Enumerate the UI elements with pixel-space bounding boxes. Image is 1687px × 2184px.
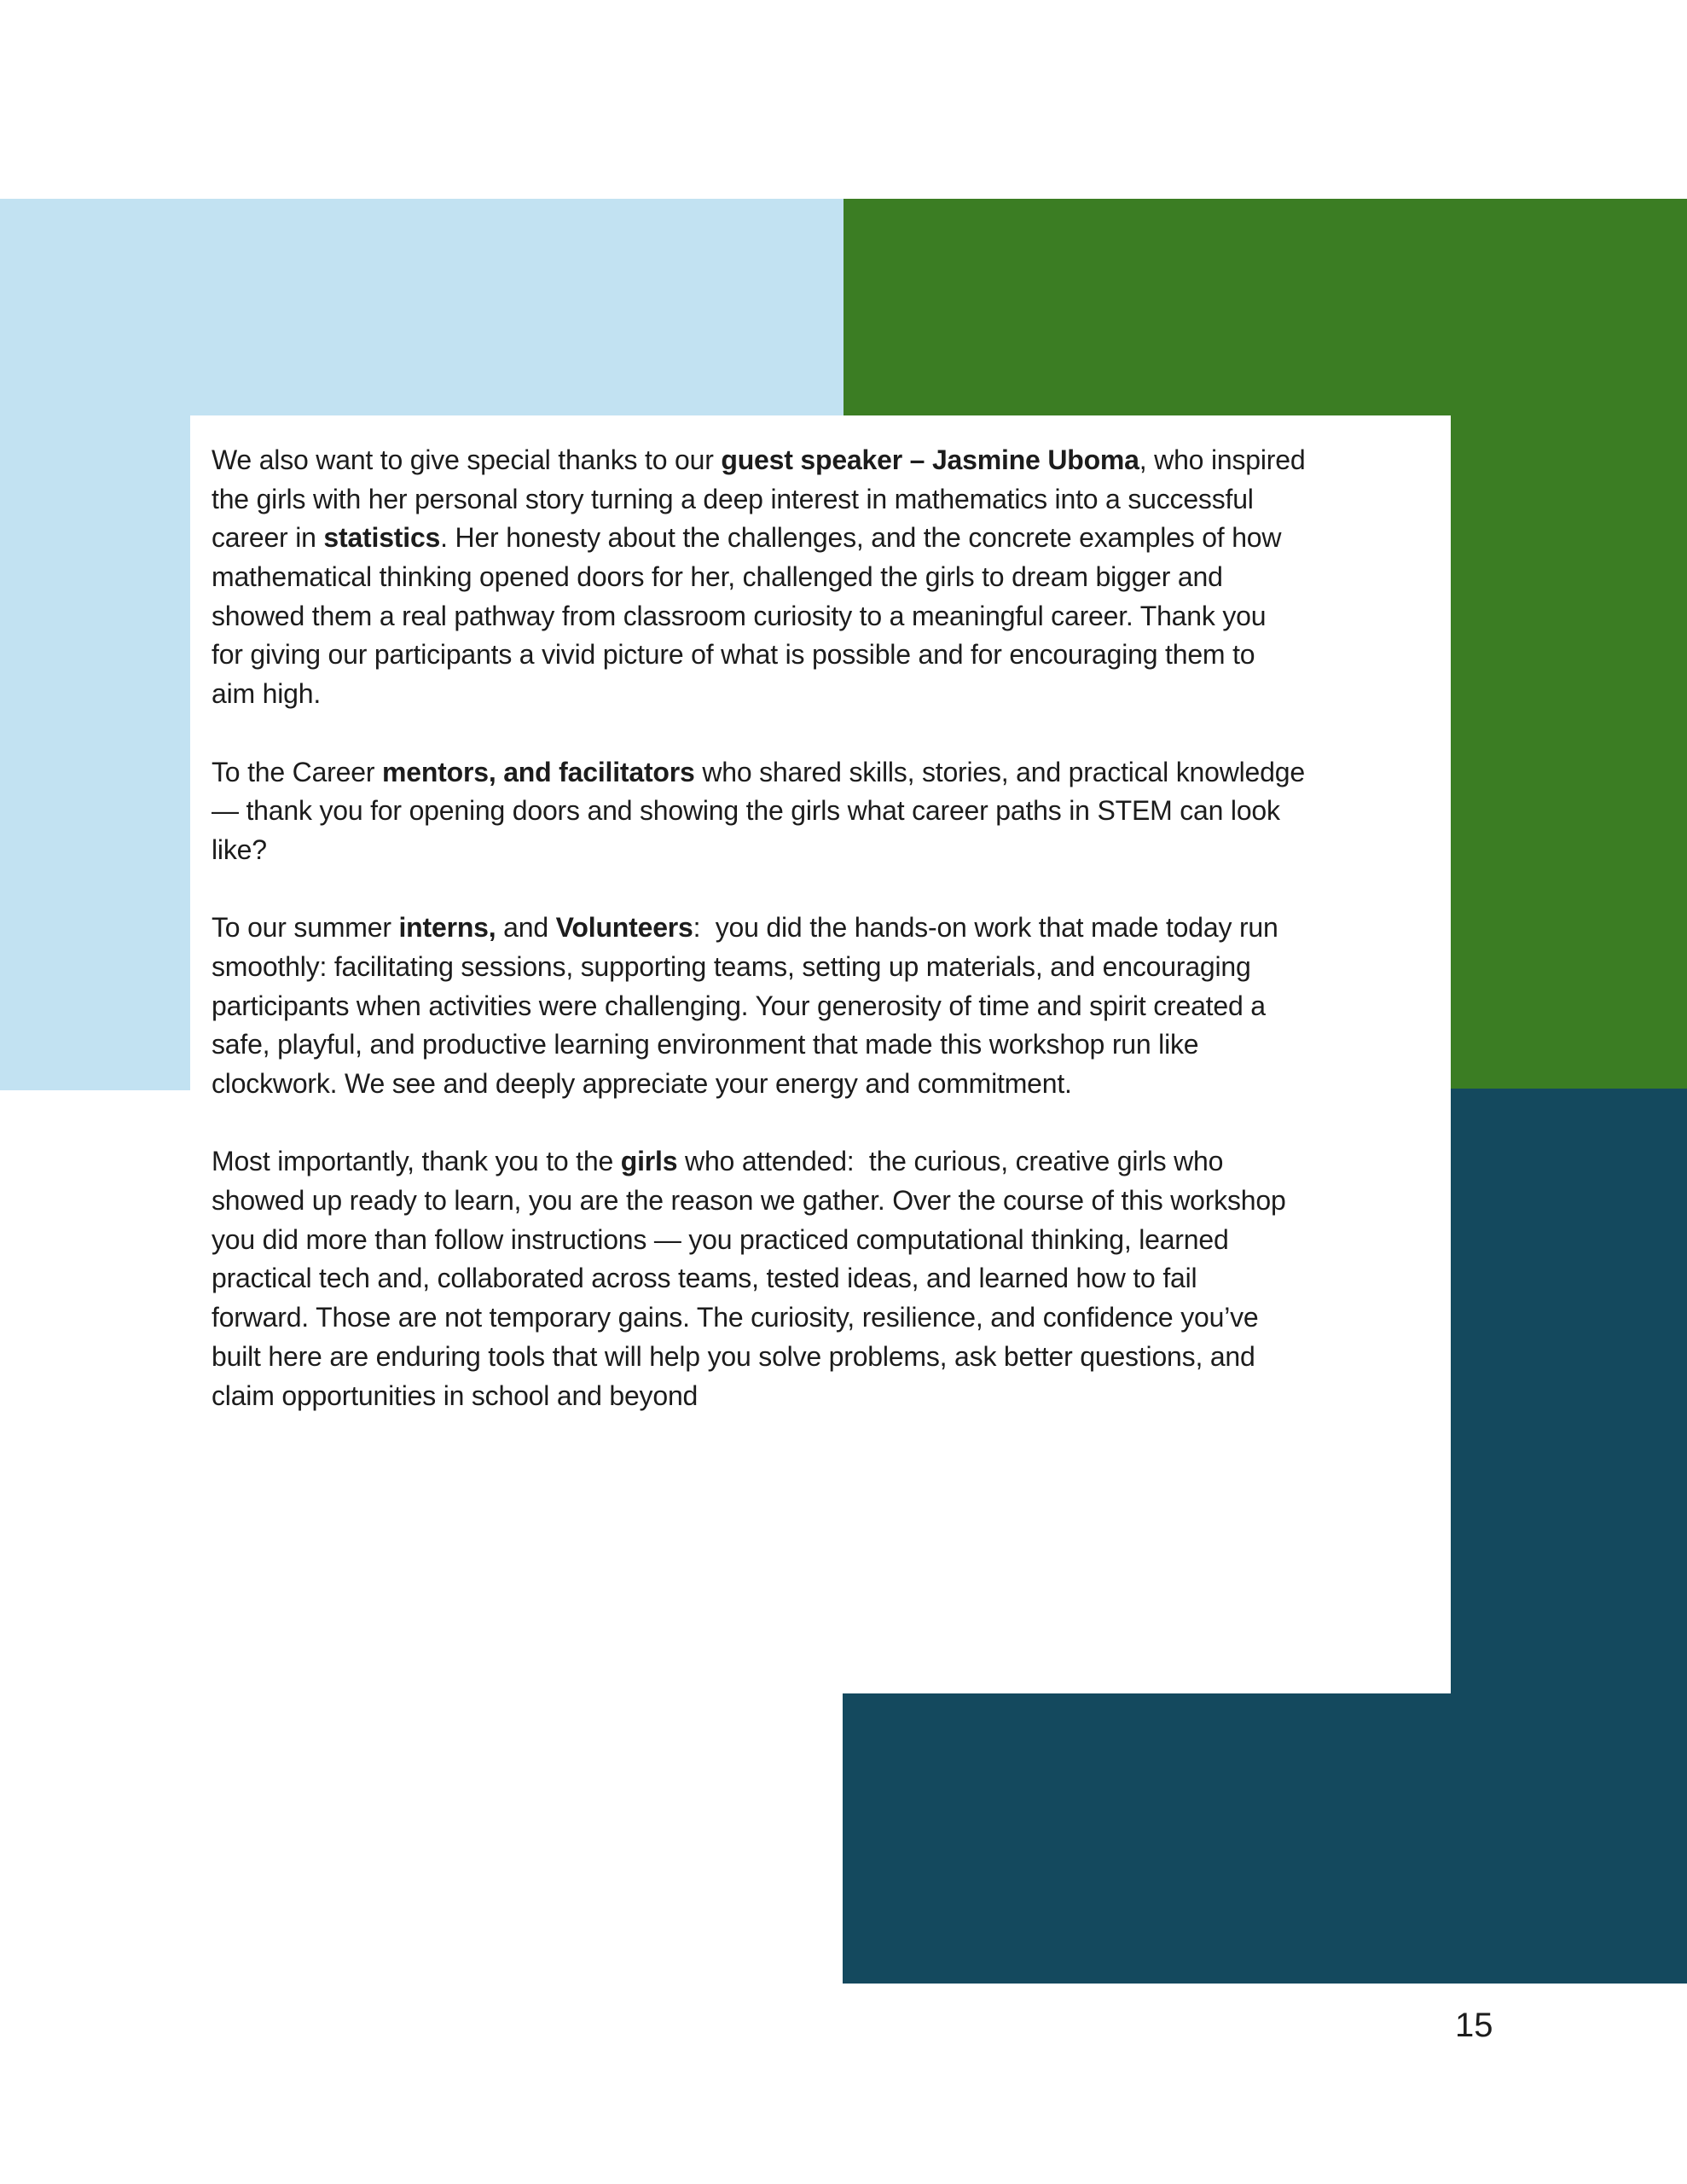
text-line: practical tech and, collaborated across teams, tested ideas, and learned how to fail bbox=[212, 1263, 1197, 1294]
text-line: like? bbox=[212, 834, 267, 865]
text-line: built here are enduring tools that will help you solve problems, ask better questions, and bbox=[212, 1340, 1255, 1372]
text-line: Most importantly, thank you to the girls who attended: the curious, creative girls who bbox=[212, 1146, 1224, 1177]
text-line: participants when activities were challenging. Your generosity of time and spirit created a bbox=[212, 990, 1266, 1021]
text-line: smoothly: facilitating sessions, supporting teams, setting up materials, and encouraging bbox=[212, 950, 1251, 982]
paragraph bbox=[212, 441, 1434, 714]
text-line: mathematical thinking opened doors for her, challenged the girls to dream bigger and bbox=[212, 561, 1223, 593]
document-text bbox=[212, 441, 1434, 1415]
text-line: you did more than follow instructions — you practiced computational thinking, learned bbox=[212, 1223, 1229, 1255]
text-line: the girls with her personal story turning a deep interest in mathematics into a successful bbox=[212, 483, 1254, 514]
text-line: We also want to give special thanks to our guest speaker – Jasmine Uboma, who inspired bbox=[212, 444, 1306, 475]
text-line: forward. Those are not temporary gains. The curiosity, resilience, and confidence you’ve bbox=[212, 1302, 1259, 1333]
paragraph bbox=[212, 1142, 1434, 1415]
text-line: showed them a real pathway from classroom curiosity to a meaningful career. Thank you bbox=[212, 600, 1267, 631]
text-line: for giving our participants a vivid picture of what is possible and for encouraging them to bbox=[212, 639, 1255, 671]
text-line: showed up ready to learn, you are the reason we gather. Over the course of this workshop bbox=[212, 1185, 1286, 1217]
text-line: — thank you for opening doors and showing the girls what career paths in STEM can look bbox=[212, 795, 1280, 827]
paragraph bbox=[212, 909, 1434, 1103]
page-number: 15 bbox=[1455, 2007, 1493, 2044]
text-line: career in statistics. Her honesty about the challenges, and the concrete examples of how bbox=[212, 522, 1282, 554]
text-line: claim opportunities in school and beyond bbox=[212, 1380, 699, 1411]
text-box bbox=[190, 415, 1451, 1693]
text-line: To our summer interns, and Volunteers: you did the hands-on work that made today run bbox=[212, 912, 1278, 944]
text-line: To the Career mentors, and facilitators who shared skills, stories, and practical knowledge bbox=[212, 756, 1305, 787]
text-line: clockwork. We see and deeply appreciate your energy and commitment. bbox=[212, 1068, 1072, 1099]
paragraph bbox=[212, 753, 1434, 870]
text-line: aim high. bbox=[212, 678, 322, 710]
text-line: safe, playful, and productive learning environment that made this workshop run like bbox=[212, 1029, 1199, 1060]
